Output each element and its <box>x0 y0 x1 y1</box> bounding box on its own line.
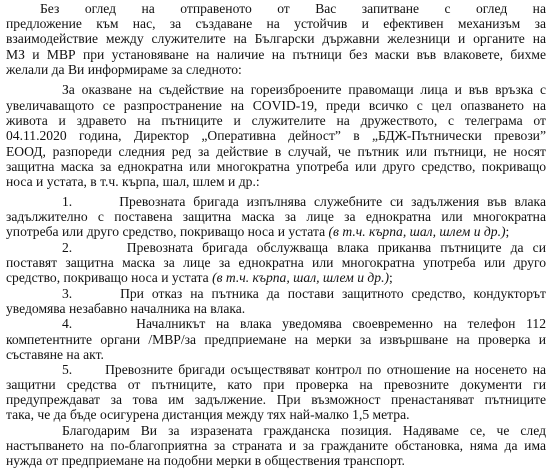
closing-line-3: нужда от предприемане на подобни мерки в обществения транспорт. <box>6 453 405 468</box>
list-item-4-line-1: 4. Началникът на влака уведомява своевременно на телефон 112 <box>62 316 546 331</box>
list-item-1-line-1: 1. Превозната бригада изпълнява служебните си задължения във влака <box>62 194 546 209</box>
text-line-9: ЕООД, разпореди следния ред за действие в случай, че пътник или пътници, не носят <box>6 144 546 159</box>
text-line-0: Без оглед на отправеното от Вас запитване с оглед на <box>40 1 546 16</box>
list-item-1-text: употреба или друго средство, покриващо носа и устата <box>6 224 329 239</box>
list-item-5-line-1: 5. Превозните бригади осъществяват контрол по отношение на носенето на <box>62 362 546 377</box>
list-item-2-line-1: 2. Превозната бригада обслужваща влака приканва пътниците да си <box>62 240 546 255</box>
list-item-5-line-2: защитни средства от пътниците, като при проверка на превозните документи ги <box>6 377 546 392</box>
text-line-1: предложение към нас, за създаване на устойчив и ефективен механизъм за <box>6 16 546 31</box>
list-item-4-line-3: съставяне на акт. <box>6 347 104 362</box>
list-item-5-line-4: така, че да бъде осигурена дистанция между тях най-малко 1,5 метра. <box>6 407 410 422</box>
list-item-4-line-2: компетентните органи /МВР/за предприемане на мерки за извършване на проверка и <box>6 332 546 347</box>
list-item-2-end: ; <box>389 270 393 285</box>
text-line-5: За оказване на съдействие на гореизброените правомащи лица и във връзка с <box>62 82 546 97</box>
list-item-2-line-2: поставят защитна маска за лице за еднократна или многократна употреба или друго <box>6 255 546 270</box>
closing-line-1: Благодарим Ви за изразената гражданска позиция. Надяваме се, че след <box>62 423 546 438</box>
text-line-2: взаимодействие между служителите на Български държавни железници и органите на <box>6 31 546 46</box>
text-line-8: 04.11.2020 година, Директор „Оперативна дейност” в „БДЖ-Пътнически превози” <box>6 128 546 143</box>
list-item-1-example: (в т.ч. кърпа, шал, шлем и др.) <box>328 224 506 239</box>
list-item-2-text: средство, покриващо носа и устата <box>6 270 213 285</box>
list-item-1-end: ; <box>505 224 510 239</box>
text-line-4: желали да Ви информираме за следното: <box>6 62 242 77</box>
text-line-3: МЗ и МВР при установяване на наличие на пътници без маски във влаковете, бихме <box>6 47 546 62</box>
list-item-1-line-2: задължително с поставена защитна маска за лице за еднократна или многократна <box>6 209 546 224</box>
list-item-5-line-3: предупреждават за това им задължение. При възможност пренастаняват пътниците <box>6 392 546 407</box>
text-line-11: носа и устата, в т.ч. кърпа, шал, шлем и др.: <box>6 174 260 189</box>
text-line-10: защитна маска за еднократна или многократна употреба или друго средство, покриващо <box>6 159 546 174</box>
closing-line-2: настъпването на по-благоприятна за страната и за гражданите обстановка, няма да има <box>6 438 546 453</box>
text-line-6: увеличаващото се разпространение на COVID-19, преди всичко с цел опазването на <box>6 98 546 113</box>
list-item-3-line-2: уведомява незабавно началника на влака. <box>6 301 246 316</box>
list-item-3-line-1: 3. При отказ на пътника да постави защитното средство, кондукторът <box>62 286 546 301</box>
list-item-2-example: (в т.ч. кърпа, шал, шлем и др.) <box>212 270 390 285</box>
text-line-7: живота и здравето на пътниците и служителите на дружеството, с телеграма от <box>6 113 546 128</box>
